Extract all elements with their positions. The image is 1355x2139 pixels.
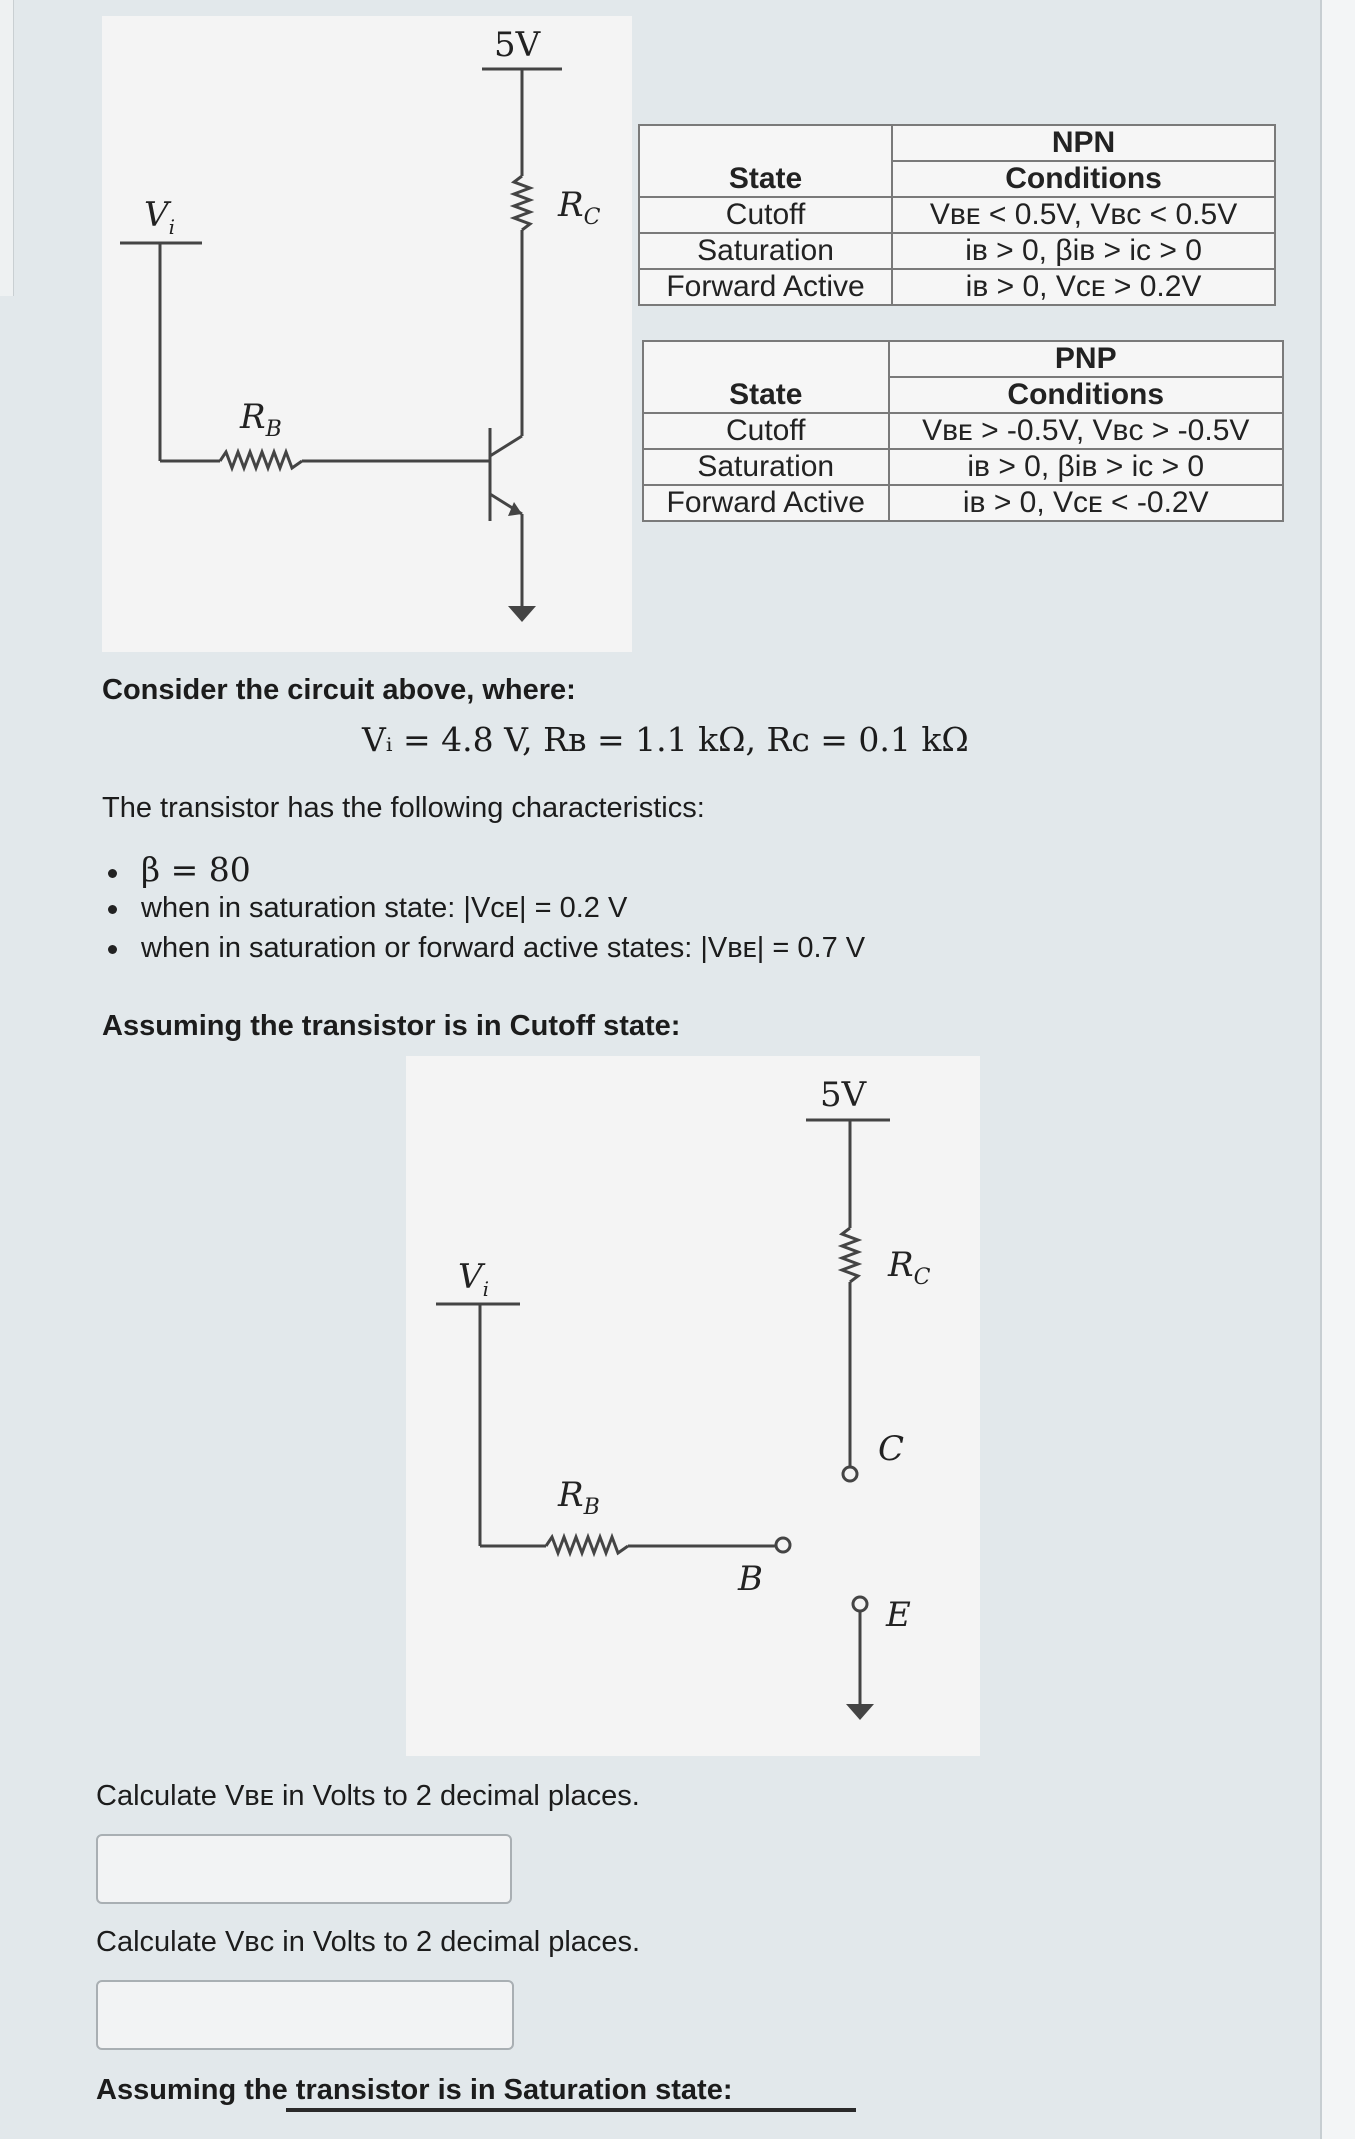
characteristics-intro: The transistor has the following characteristics: bbox=[102, 792, 705, 824]
table-row bbox=[643, 413, 1283, 449]
bullet-icon bbox=[108, 869, 117, 878]
emitter-label: E bbox=[886, 1595, 911, 1635]
npn-condition-cell: iʙ > 0, Vᴄᴇ > 0.2V bbox=[892, 269, 1275, 305]
npn-condition-cell: iʙ > 0, βiʙ > iᴄ > 0 bbox=[892, 233, 1275, 269]
collector-label: C bbox=[878, 1429, 905, 1469]
intro-text: Consider the circuit above, where: bbox=[102, 674, 576, 706]
pnp-condition-cell: iʙ > 0, Vᴄᴇ < -0.2V bbox=[889, 485, 1284, 521]
saturation-heading: Assuming the transistor is in Saturation state: bbox=[96, 2074, 733, 2106]
top-vi-label: $V_i$ bbox=[144, 195, 175, 239]
scrollbar-track[interactable] bbox=[1320, 0, 1355, 2139]
top-supply-label: 5V bbox=[494, 25, 541, 65]
npn-conditions-table bbox=[638, 124, 1276, 306]
saturation-heading-underline bbox=[286, 2108, 856, 2112]
cutoff-rc-label: $R_C$ bbox=[888, 1245, 931, 1290]
question-vbe: Calculate Vʙᴇ in Volts to 2 decimal places. bbox=[96, 1780, 640, 1812]
pnp-conditions-table bbox=[642, 340, 1284, 522]
cutoff-vi-label: $V_i$ bbox=[458, 1257, 489, 1301]
given-values: Vᵢ = 4.8 V, Rʙ = 1.1 kΩ, Rᴄ = 0.1 kΩ bbox=[362, 720, 969, 759]
npn-state-cell: Saturation bbox=[639, 233, 892, 269]
cutoff-supply-label: 5V bbox=[820, 1075, 867, 1115]
pnp-state-cell: Saturation bbox=[643, 449, 889, 485]
npn-header-conditions: Conditions bbox=[892, 161, 1275, 197]
table-row bbox=[639, 233, 1275, 269]
list-item: when in saturation state: |Vᴄᴇ| = 0.2 V bbox=[108, 892, 627, 925]
top-rc-label: $R_C$ bbox=[558, 185, 601, 230]
question-vbc: Calculate Vʙᴄ in Volts to 2 decimal places. bbox=[96, 1926, 641, 1958]
vbe-answer-input[interactable] bbox=[96, 1834, 512, 1904]
npn-state-cell: Cutoff bbox=[639, 197, 892, 233]
cutoff-rb-label: $R_B$ bbox=[558, 1475, 600, 1520]
npn-condition-cell: Vʙᴇ < 0.5V, Vʙᴄ < 0.5V bbox=[892, 197, 1275, 233]
top-circuit-diagram bbox=[102, 16, 632, 652]
bullet-icon bbox=[108, 945, 117, 954]
pnp-state-cell: Cutoff bbox=[643, 413, 889, 449]
cutoff-heading: Assuming the transistor is in Cutoff state: bbox=[102, 1010, 681, 1042]
base-label: B bbox=[738, 1559, 763, 1599]
scroll-edge-left bbox=[0, 0, 14, 296]
table-row bbox=[643, 485, 1283, 521]
pnp-title: PNP bbox=[889, 341, 1284, 377]
npn-title: NPN bbox=[892, 125, 1275, 161]
pnp-state-cell: Forward Active bbox=[643, 485, 889, 521]
npn-state-cell: Forward Active bbox=[639, 269, 892, 305]
pnp-condition-cell: Vʙᴇ > -0.5V, Vʙᴄ > -0.5V bbox=[889, 413, 1284, 449]
cutoff-circuit-diagram bbox=[406, 1056, 980, 1756]
list-item: when in saturation or forward active states: |Vʙᴇ| = 0.7 V bbox=[108, 932, 865, 965]
vbc-answer-input[interactable] bbox=[96, 1980, 514, 2050]
pnp-header-conditions: Conditions bbox=[889, 377, 1284, 413]
list-item: β = 80 bbox=[108, 850, 251, 889]
table-row bbox=[639, 269, 1275, 305]
pnp-header-state: State bbox=[643, 377, 889, 413]
table-row bbox=[639, 197, 1275, 233]
bullet-icon bbox=[108, 905, 117, 914]
npn-header-state: State bbox=[639, 161, 892, 197]
top-rb-label: $R_B$ bbox=[240, 397, 282, 442]
table-row bbox=[643, 449, 1283, 485]
pnp-condition-cell: iʙ > 0, βiʙ > iᴄ > 0 bbox=[889, 449, 1284, 485]
